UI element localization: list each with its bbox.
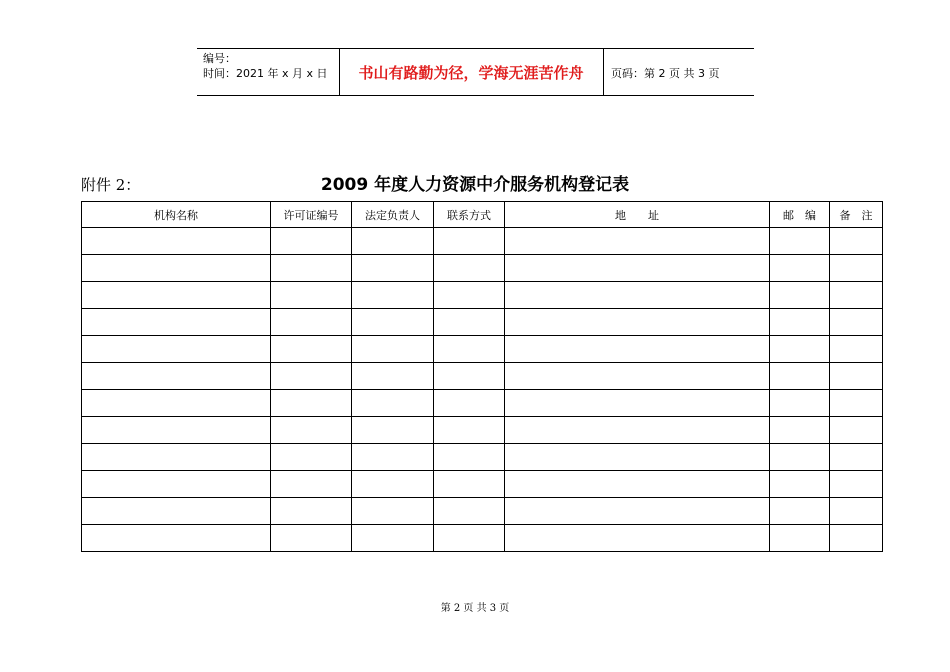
- column-header: 许可证编号: [271, 202, 352, 228]
- table-cell: [82, 363, 271, 390]
- table-cell: [505, 282, 770, 309]
- table-cell: [505, 471, 770, 498]
- table-cell: [271, 363, 352, 390]
- table-cell: [82, 498, 271, 525]
- table-cell: [505, 525, 770, 552]
- table-cell: [82, 471, 271, 498]
- table-cell: [352, 471, 434, 498]
- table-cell: [82, 309, 271, 336]
- table-cell: [271, 498, 352, 525]
- table-cell: [505, 390, 770, 417]
- table-cell: [434, 309, 505, 336]
- table-row: [82, 471, 883, 498]
- table-cell: [770, 444, 830, 471]
- table-row: [82, 228, 883, 255]
- table-cell: [505, 336, 770, 363]
- table-cell: [770, 255, 830, 282]
- table-cell: [434, 255, 505, 282]
- column-header: 邮 编: [770, 202, 830, 228]
- table-cell: [352, 336, 434, 363]
- table-cell: [82, 228, 271, 255]
- header-divider: [603, 49, 604, 95]
- time-label: 时间：2021 年 x 月 x 日: [203, 67, 328, 80]
- table-row: [82, 255, 883, 282]
- table-row: [82, 525, 883, 552]
- table-cell: [770, 417, 830, 444]
- table-cell: [434, 282, 505, 309]
- table-cell: [505, 363, 770, 390]
- table-cell: [770, 309, 830, 336]
- header-page-info: 页码：第 2 页 共 3 页: [611, 67, 720, 80]
- table-cell: [830, 282, 883, 309]
- table-cell: [434, 498, 505, 525]
- table-cell: [82, 336, 271, 363]
- table-cell: [830, 228, 883, 255]
- table-cell: [82, 417, 271, 444]
- header-meta: [203, 51, 328, 81]
- table-cell: [830, 390, 883, 417]
- table-cell: [770, 498, 830, 525]
- table-cell: [271, 228, 352, 255]
- table-row: [82, 363, 883, 390]
- table-cell: [770, 525, 830, 552]
- table-row: [82, 309, 883, 336]
- table-cell: [434, 363, 505, 390]
- table-cell: [505, 255, 770, 282]
- table-cell: [82, 444, 271, 471]
- table-cell: [434, 444, 505, 471]
- table-cell: [505, 444, 770, 471]
- table-cell: [770, 282, 830, 309]
- column-header: 联系方式: [434, 202, 505, 228]
- table-cell: [271, 309, 352, 336]
- table-cell: [830, 309, 883, 336]
- table-cell: [505, 309, 770, 336]
- table-cell: [271, 525, 352, 552]
- table-cell: [830, 363, 883, 390]
- registration-table: [81, 201, 883, 552]
- table-cell: [434, 228, 505, 255]
- header-motto: 书山有路勤为径，学海无涯苦作舟: [358, 64, 584, 82]
- table-cell: [352, 498, 434, 525]
- table-cell: [271, 471, 352, 498]
- table-cell: [82, 255, 271, 282]
- table-row: [82, 390, 883, 417]
- table-cell: [830, 525, 883, 552]
- table-cell: [434, 336, 505, 363]
- table-cell: [82, 390, 271, 417]
- table-cell: [434, 525, 505, 552]
- table-cell: [352, 255, 434, 282]
- table-cell: [770, 390, 830, 417]
- table-row: [82, 336, 883, 363]
- table-cell: [830, 417, 883, 444]
- attachment-label: 附件 2：: [81, 176, 141, 194]
- table-cell: [770, 363, 830, 390]
- table-header-row: [82, 202, 883, 228]
- table-cell: [505, 417, 770, 444]
- table-cell: [352, 525, 434, 552]
- table-cell: [352, 309, 434, 336]
- table-cell: [830, 498, 883, 525]
- table-cell: [434, 417, 505, 444]
- table-cell: [434, 471, 505, 498]
- column-header: 机构名称: [82, 202, 271, 228]
- column-header: 地 址: [505, 202, 770, 228]
- table-row: [82, 282, 883, 309]
- table-cell: [271, 390, 352, 417]
- table-row: [82, 498, 883, 525]
- table-cell: [505, 498, 770, 525]
- table-cell: [352, 444, 434, 471]
- table-cell: [271, 282, 352, 309]
- table-cell: [505, 228, 770, 255]
- table-cell: [352, 363, 434, 390]
- table-cell: [770, 471, 830, 498]
- table-cell: [830, 444, 883, 471]
- table-cell: [770, 228, 830, 255]
- table-cell: [352, 417, 434, 444]
- table-cell: [770, 336, 830, 363]
- page-footer: 第 2 页 共 3 页: [440, 603, 510, 614]
- table-cell: [830, 255, 883, 282]
- table-cell: [434, 390, 505, 417]
- table-row: [82, 417, 883, 444]
- table-cell: [271, 255, 352, 282]
- table-cell: [830, 471, 883, 498]
- column-header: 备 注: [830, 202, 883, 228]
- table-cell: [271, 417, 352, 444]
- table-row: [82, 444, 883, 471]
- table-cell: [271, 336, 352, 363]
- table-cell: [82, 525, 271, 552]
- document-title: 2009 年度人力资源中介服务机构登记表: [320, 175, 630, 195]
- table-cell: [830, 336, 883, 363]
- table-cell: [352, 228, 434, 255]
- column-header: 法定负责人: [352, 202, 434, 228]
- table-cell: [271, 444, 352, 471]
- table-cell: [352, 282, 434, 309]
- table-cell: [352, 390, 434, 417]
- page-header: [197, 48, 754, 96]
- table-cell: [82, 282, 271, 309]
- number-label: 编号：: [203, 52, 236, 65]
